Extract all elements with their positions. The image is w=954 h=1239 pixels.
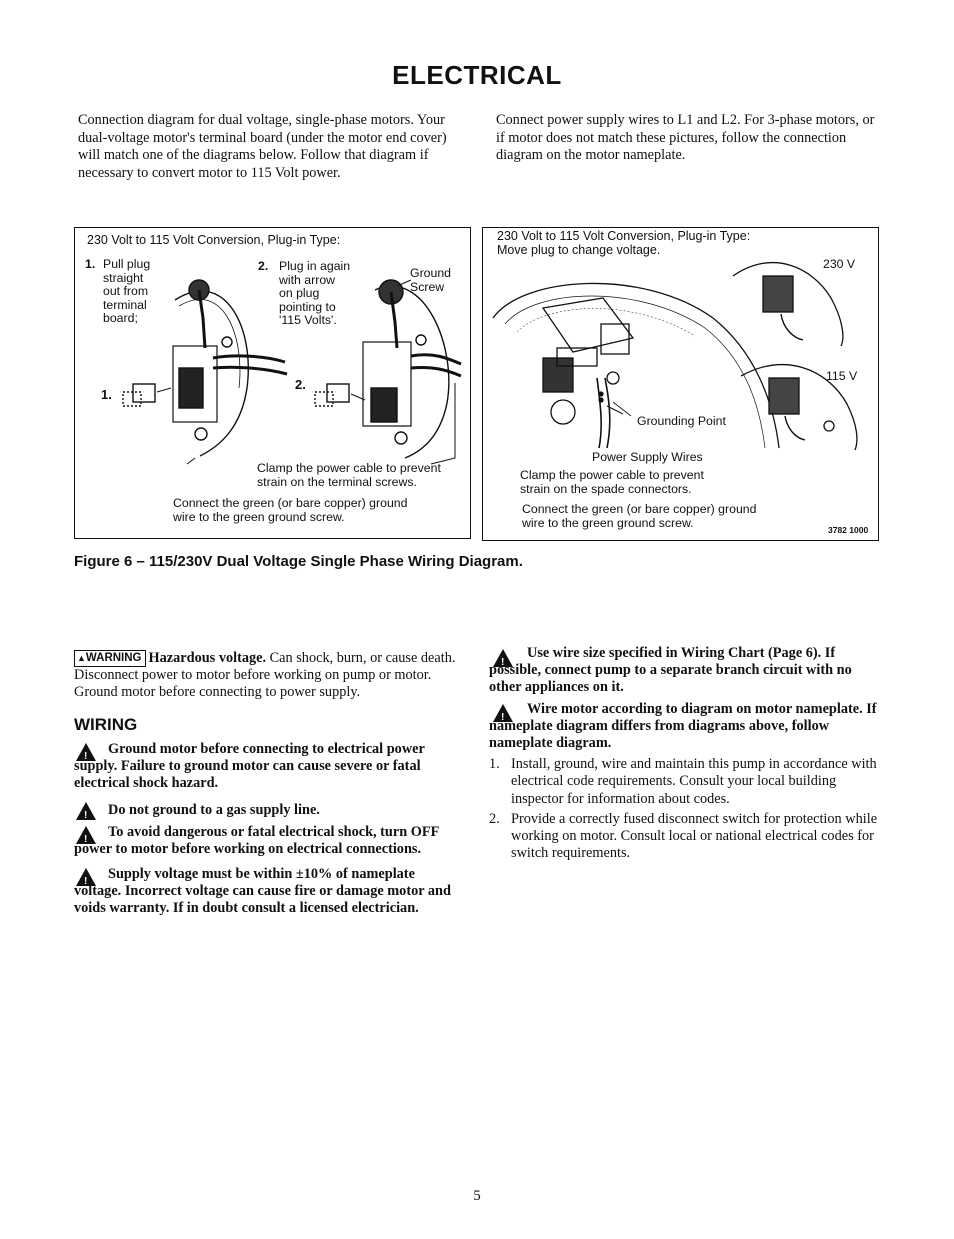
left-panel-title: 230 Volt to 115 Volt Conversion, Plug-in Type: [87, 233, 341, 247]
intro-right-paragraph: Connect power supply wires to L1 and L2. For 3-phase motors, or if motor does not match these pictures, follow the connection diagram on the motor nameplate. [496, 112, 875, 163]
label-230v: 230 V [823, 257, 856, 271]
step2-text: Plug in again with arrow on plug pointing to '115 Volts'. [279, 259, 351, 327]
plug-marker-1: 1. [101, 387, 112, 402]
warning-triangle-icon [493, 649, 513, 667]
warning-triangle-icon [76, 743, 96, 761]
wiring-heading: WIRING [74, 714, 138, 734]
hazard-warning: ▲WARNING Hazardous voltage. Can shock, burn, or cause death. Disconnect power to motor before working on pump or motor. Ground motor before connecting to power supply. [74, 650, 456, 701]
list-item: 2. Provide a correctly fused disconnect switch for protection while working on motor. Consult local or national electrical codes for switch requirements. [489, 810, 878, 862]
caution-nameplate: ! Wire motor according to diagram on motor nameplate. If nameplate diagram differs from diagrams above, follow nameplate diagram. [489, 701, 879, 753]
warning-triangle-icon [76, 826, 96, 844]
right-ground-instruction: Connect the green (or bare copper) ground wire to the green ground screw. [522, 502, 757, 530]
caution-gas-line: ! Do not ground to a gas supply line. [74, 802, 464, 819]
intro-left-paragraph: Connection diagram for dual voltage, single-phase motors. Your dual-voltage motor's terminal board (under the motor end cover) will match one of the diagrams below. Follow that diagram if necessary to convert motor to 115 Volt power. [78, 112, 447, 181]
caution-turn-off-power: ! To avoid dangerous or fatal electrical shock, turn OFF power to motor before working on electrical connections. [74, 824, 464, 858]
label-115v: 115 V [826, 369, 858, 383]
grounding-point-label: Grounding Point [637, 414, 726, 428]
figure-code: 3782 1000 [828, 525, 869, 535]
warning-triangle-icon [76, 802, 96, 820]
ground-screw-label: Ground Screw [410, 266, 452, 294]
left-column [74, 650, 464, 918]
caution-supply-voltage: ! Supply voltage must be within ±10% of nameplate voltage. Incorrect voltage can cause fire or damage motor and voids warranty. If in doubt consult a licensed electrician. [74, 866, 464, 918]
caution-ground-motor: ! Ground motor before connecting to electrical power supply. Failure to ground motor can cause severe or fatal electrical shock hazard. [74, 741, 464, 793]
page-number: 5 [473, 1188, 481, 1204]
left-clamp-instruction: Clamp the power cable to prevent strain on the terminal screws. [257, 461, 441, 489]
warning-tag: ▲WARNING [74, 650, 146, 667]
page-title: ELECTRICAL [392, 60, 562, 90]
right-wiring-diagram-panel [482, 227, 879, 541]
terminal-board-illustration [75, 228, 470, 538]
step2-number: 2. [258, 259, 269, 273]
warning-triangle-icon [76, 868, 96, 886]
plug-marker-2: 2. [295, 377, 306, 392]
figure-caption: Figure 6 – 115/230V Dual Voltage Single Phase Wiring Diagram. [74, 553, 523, 570]
power-supply-wires-label: Power Supply Wires [592, 450, 703, 464]
left-wiring-diagram-panel [74, 227, 471, 539]
right-panel-title: 230 Volt to 115 Volt Conversion, Plug-in Type: Move plug to change voltage. [497, 229, 751, 257]
right-column [489, 645, 879, 862]
left-ground-instruction: Connect the green (or bare copper) ground wire to the green ground screw. [173, 496, 408, 524]
right-clamp-instruction: Clamp the power cable to prevent strain on the spade connectors. [520, 468, 704, 496]
step1-text: Pull plug straight out from terminal board; [103, 257, 151, 325]
instruction-list [489, 756, 879, 862]
caution-wire-size: ! Use wire size specified in Wiring Chart (Page 6). If possible, connect pump to a separate branch circuit with no other appliances on it. [489, 645, 879, 697]
step1-number: 1. [85, 257, 96, 271]
list-item: 1. Install, ground, wire and maintain this pump in accordance with electrical code requirements. Consult your local building inspector for information about codes. [489, 756, 877, 807]
warning-triangle-icon [493, 704, 513, 722]
